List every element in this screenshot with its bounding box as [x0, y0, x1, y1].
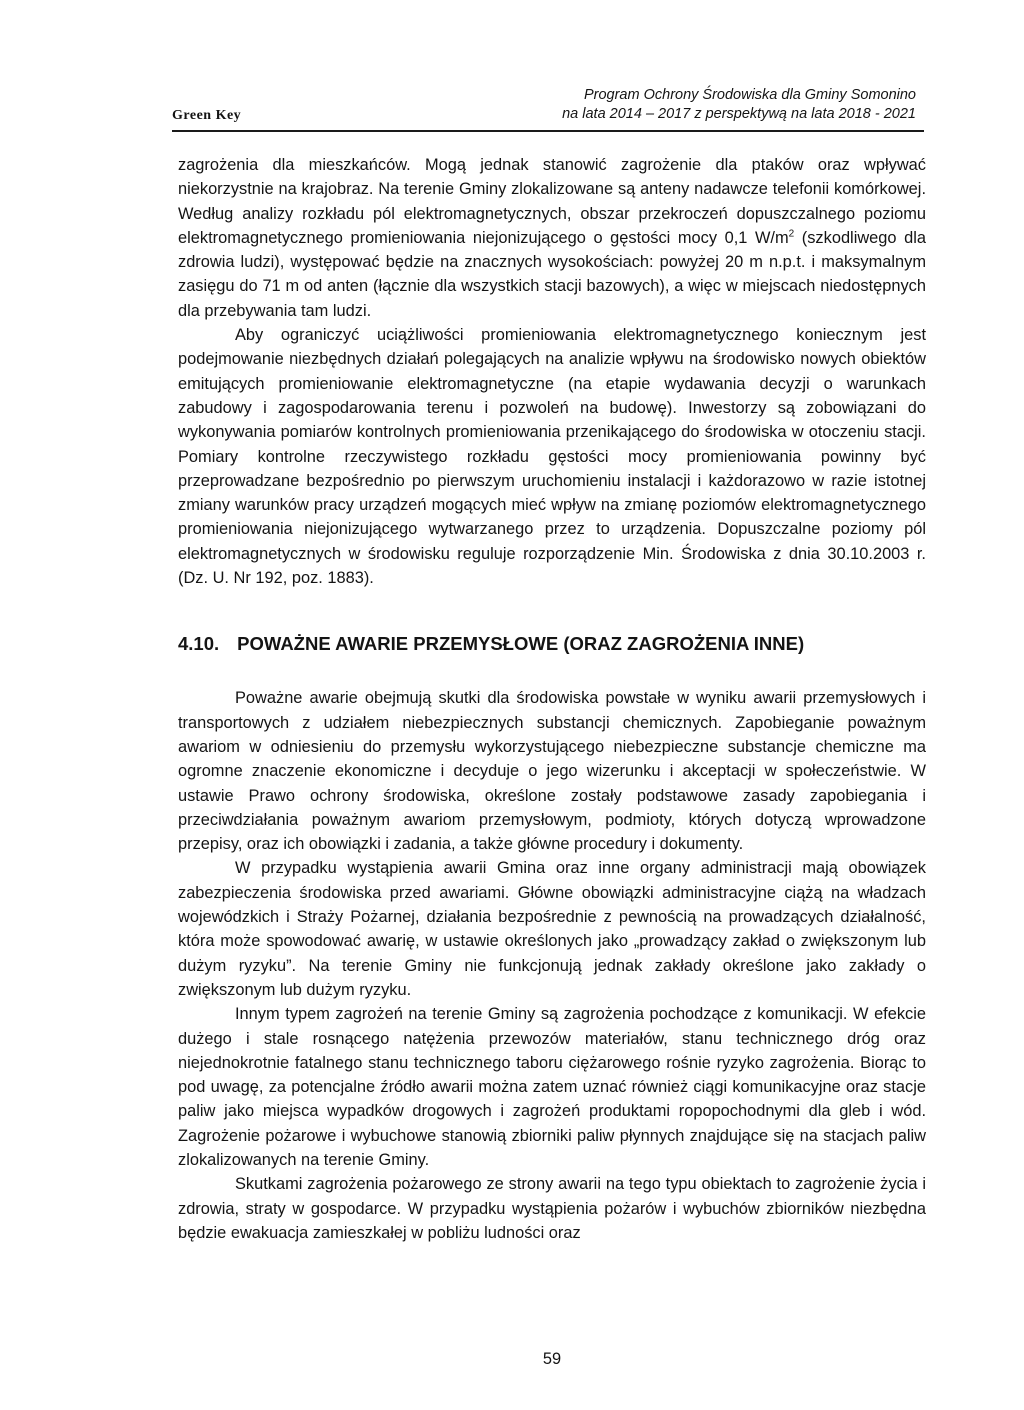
section-heading — [178, 632, 926, 656]
paragraph-text: (szkodliwego dla zdrowia ludzi), występować będzie na znacznych wysokościach: powyżej 20 m n.p.t. i maksymalnym zasięgu do 71 m od anten (łącznie dla wszystkich stacji bazowych), a więc w miejscach niedostępnych dla przebywania tam ludzi. — [178, 228, 926, 320]
paragraph-continuation — [178, 153, 926, 323]
header-title-line-1: Program Ochrony Środowiska dla Gminy Somonino — [583, 87, 916, 103]
header-publisher: Green Key — [172, 108, 242, 123]
header-document-title — [562, 86, 916, 124]
paragraph-text: zagrożenia dla mieszkańców. Mogą jednak stanowić zagrożenie dla ptaków oraz wpływać niekorzystnie na krajobraz. Na terenie Gminy zlokalizowane są anteny nadawcze telefonii komórkowej. Według analizy rozkładu pól elektromagnetycznych, obszar przekroczeń dopuszczalnego poziomu elektromagnetycznego promieniowania niejonizującego o gęstości mocy 0,1 W/m — [178, 156, 926, 247]
superscript-unit: 2 — [788, 228, 795, 240]
paragraph: Aby ograniczyć uciążliwości promieniowania elektromagnetycznego koniecznym jest podejmowanie niezbędnych działań polegających na analizie wpływu na środowisko nowych obiektów emitujących promieniowanie elektromagnetyczne (na etapie wydawania decyzji o warunkach zabudowy i zagospodarowania terenu i pozwoleń na budowę). Inwestorzy są zobowiązani do wykonywania pomiarów kontrolnych promieniowania przenikającego do środowiska w otoczeniu stacji. Pomiary kontrolne rzeczywistego rozkładu gęstości mocy promieniowania powinny być przeprowadzane bezpośrednio po pierwszym uruchomieniu instalacji i każdorazowo w razie istotnej zmiany warunków pracy urządzeń mogących mieć wpływ na zmianę poziomów elektromagnetycznego promieniowania niejonizującego wytwarzanego przez to urządzenia. Dopuszczalne poziomy pól elektromagnetycznych w środowisku reguluje rozporządzenie Min. Środowiska z dnia 30.10.2003 r. (Dz. U. Nr 192, poz. 1883). — [178, 326, 926, 588]
paragraph: Skutkami zagrożenia pożarowego ze strony awarii na tego typu obiektach to zagrożenie życia i zdrowia, straty w gospodarce. W przypadku wystąpienia pożarów i wybuchów zbiorników niezbędna będzie ewakuacja zamieszkałej w pobliżu ludności oraz — [178, 1175, 926, 1242]
page-content — [178, 153, 926, 1245]
section-title: POWAŻNE AWARIE PRZEMYSŁOWE (ORAZ ZAGROŻENIA INNE) — [237, 633, 805, 655]
heading-spacer — [178, 656, 926, 686]
page-header — [172, 86, 924, 132]
paragraph: Innym typem zagrożeń na terenie Gminy są zagrożenia pochodzące z komunikacji. W efekcie dużego i stale rosnącego natężenia przewozów materiałów, stanu technicznego dróg oraz niejednokrotnie fatalnego stanu technicznego taboru ciężarowego rośnie ryzyko zagrożenia. Biorąc to pod uwagę, za potencjalne źródło awarii można zatem uznać również ciągi komunikacyjne oraz stacje paliw jako miejsca wypadków drogowych i zagrożeń produktami ropopochodnymi dla gleb i wód. Zagrożenie pożarowe i wybuchowe stanowią zbiorniki paliw płynnych znajdujące się na stacjach paliw zlokalizowanych na terenie Gminy. — [178, 1005, 926, 1169]
header-divider — [172, 130, 924, 132]
paragraph: W przypadku wystąpienia awarii Gmina oraz inne organy administracji mają obowiązek zabezpieczenia środowiska przed awariami. Główne obowiązki administracyjne ciążą na władzach wojewódzkich i Straży Pożarnej, działania bezpośrednie z pewnością na prowadzących działalność, która może spowodować awarię, w ustawie określonych jako „prowadzący zakład o zwiększonym lub dużym ryzyku”. Na terenie Gminy nie funkcjonują jednak zakłady określone jako zakłady o zwiększonym lub dużym ryzyku. — [178, 859, 926, 999]
section-number: 4.10. — [178, 633, 220, 655]
page-number: 59 — [542, 1350, 562, 1368]
header-title-line-2: na lata 2014 – 2017 z perspektywą na lata 2018 - 2021 — [562, 106, 916, 122]
paragraph: Poważne awarie obejmują skutki dla środowiska powstałe w wyniku awarii przemysłowych i transportowych z udziałem niebezpiecznych substancji chemicznych. Zapobieganie poważnym awariom w odniesieniu do przemysłu wykorzystującego niebezpieczne substancje chemiczne ma ogromne znaczenie ekonomiczne i decyduje o jego wizerunku i akceptacji w społeczeństwie. W ustawie Prawo ochrony środowiska, określone zostały podstawowe zasady zapobiegania i przeciwdziałania poważnym awariom przemysłowym, podmioty, których dotyczą wprowadzone przepisy, oraz ich obowiązki i zadania, a także główne procedury i dokumenty. — [178, 689, 926, 854]
